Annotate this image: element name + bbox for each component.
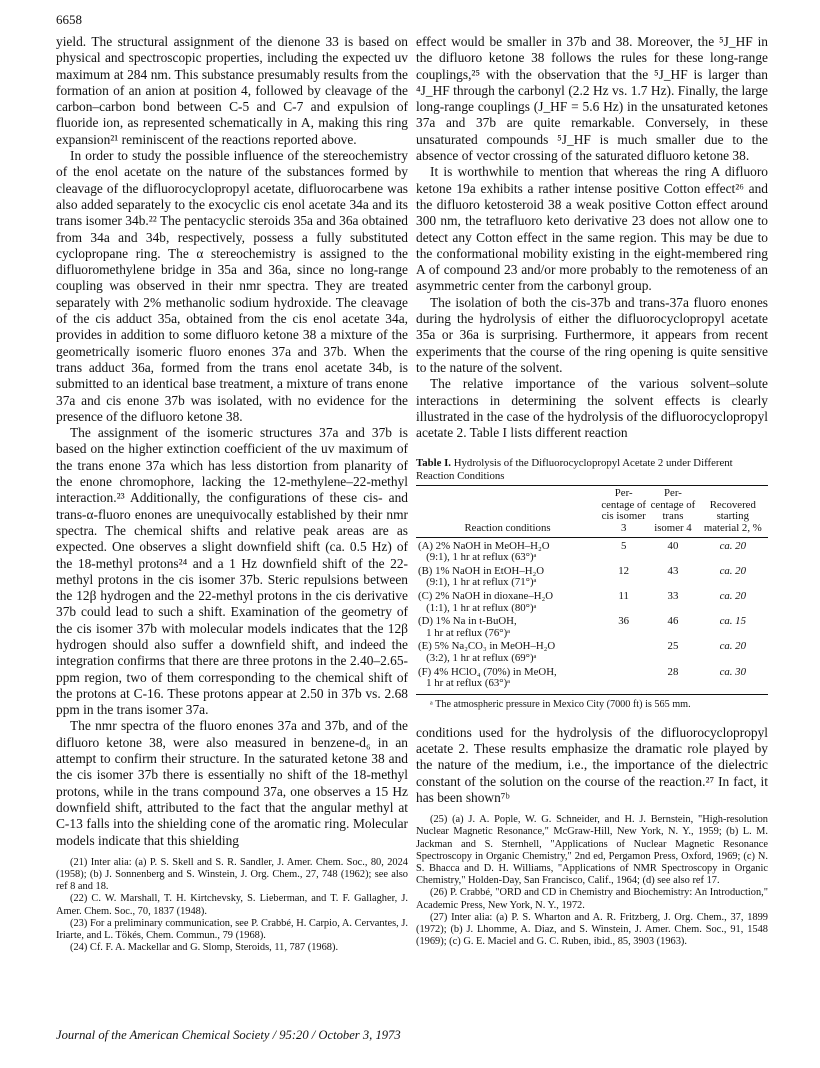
condition-line: (F) 4% HClO₄ (70%) in MeOH,	[418, 665, 557, 678]
header-conditions: Reaction conditions	[464, 522, 551, 535]
body-paragraph: The assignment of the isomeric structures 37a and 37b is based on the higher extinction coefficient of the uv maximum of the trans enone 37a which has less distortion from planarity of the enone chromophore, lacking the 12-methylene–22-methyl interaction.²³ Additionally, the configurations of these cis- and trans-α-fluoro enones are unequivocally established by their nmr spectra. The chemical shifts and relative peak areas are as expected. One observes a slight downfield shift (ca. 0.5 Hz) of the 18-methyl protons²⁴ and a 1 Hz downfield shift of the 22-methyl protons in the cis isomer 37b. Steric repulsions between the 12β hydrogen and the 22-methyl protons in the cis derivative 37b could lead to such a shift. Examination of the geometry of the cis isomer 37b with molecular models indicates that the 12β hydrogen should also suffer a downfield shift, and indeed the integration confirms that there are three protons in the 2.40–2.65-ppm region, two of them corresponding to the chemical shift of the protons at C-16. These protons appear at 2.50 in 37b vs. 2.68 ppm in the trans isomer 37a.	[56, 425, 408, 718]
cis-value	[599, 640, 648, 665]
table-caption-text: Hydrolysis of the Difluorocyclopropyl Acetate 2 under Different Reaction Conditions	[416, 457, 733, 482]
body-paragraph: The isolation of both the cis-37b and trans-37a fluoro enones during the hydrolysis of either the difluorocyclopropyl acetate 35a or 36a is surprising. Furthermore, it appears from recent experiments that the course of the ring opening is quite sensitive to the nature of the solvent.	[416, 294, 768, 375]
reference-22: (22) C. W. Marshall, T. H. Kirtchevsky, S. Lieberman, and T. F. Gallagher, J. Amer. Chem. Soc., 70, 1837 (1948).	[56, 893, 408, 917]
reference-24: (24) Cf. F. A. Mackellar and G. Slomp, Steroids, 11, 787 (1968).	[70, 942, 339, 954]
header-cis: Per-centage of cis isomer 3	[601, 487, 647, 535]
table-1	[416, 457, 768, 710]
table-row	[416, 540, 768, 565]
footnote-references	[56, 857, 408, 955]
journal-footer: Journal of the American Chemical Society / 95:20 / October 3, 1973	[56, 1028, 401, 1042]
recovered-value: ca. 20	[719, 640, 746, 653]
trans-value: 43	[667, 564, 679, 577]
reference-25: (25) (a) J. A. Pople, W. G. Schneider, and H. J. Bernstein, "High-resolution Nuclear Magnetic Resonance," McGraw-Hill, New York, N. Y., 1959; (b) L. M. Jackman and S. Sternhell, "Applications of Nuclear Magnetic Resonance Spectroscopy in Organic Chemistry," 2nd ed, Pergamon Press, Oxford, 1969; (c) N. S. Bhacca and D. H. Williams, "Applications of NMR Spectroscopy in Organic Chemistry," Holden-Day, San Francisco, Calif., 1964; (d) see also ref 17.	[416, 814, 768, 887]
body-paragraph: effect would be smaller in 37b and 38. Moreover, the ⁵J_HF in the difluoro ketone 38 follows the rules for these long-range couplings,²⁵ with the observation that the ⁵J_HF is larger than ⁴J_HF through the carbonyl (2.2 Hz vs. 1.7 Hz). Finally, the large long-range couplings (J_HF = 5.6 Hz) in the unsaturated ketones 37a and 37b are quite remarkable. Conversely, in these unsaturated compounds ⁵J_HF is much smaller due to the absence of vector crossing of the saturated difluoro ketone 38.	[416, 34, 768, 164]
condition-line: (A) 2% NaOH in MeOH–H₂O	[418, 539, 550, 552]
table-caption	[416, 457, 768, 482]
condition-line: 1 hr at reflux (76°)ᵃ	[426, 626, 511, 639]
reference-23: (23) For a preliminary communication, see P. Crabbé, H. Carpio, A. Cervantes, J. Iriarte, and L. Tökés, Chem. Commun., 79 (1968).	[56, 917, 408, 942]
body-paragraph: The relative importance of the various solvent–solute interactions in determining the solvent effects is clearly illustrated in the case of the hydrolysis of the difluorocyclopropyl acetate 2. Table I lists different reaction	[416, 376, 768, 441]
cis-value: 36	[618, 615, 630, 628]
condition-line: (1:1), 1 hr at reflux (80°)ᵃ	[426, 601, 537, 614]
condition-line: (D) 1% Na in t-BuOH,	[418, 615, 517, 628]
condition-line: (9:1), 1 hr at reflux (71°)ᵃ	[426, 576, 537, 589]
trans-value: 28	[667, 665, 679, 678]
table-row	[416, 590, 768, 615]
reference-26: (26) P. Crabbé, "ORD and CD in Chemistry and Biochemistry: An Introduction," Academic Press, New York, N. Y., 1972.	[416, 887, 768, 911]
table-footnote: ᵃ The atmospheric pressure in Mexico City (7000 ft) is 565 mm.	[430, 698, 691, 710]
header-recovered: Recovered starting material 2, %	[703, 498, 762, 535]
trans-value: 33	[667, 589, 679, 602]
condition-line: 1 hr at reflux (63°)ᵃ	[426, 677, 511, 690]
table-caption-label: Table I.	[416, 457, 452, 470]
body-paragraph: conditions used for the hydrolysis of the difluorocyclopropyl acetate 2. These results emphasize the dramatic role played by the nature of the medium, i.e., the importance of the dielectric constant of the solution on the course of the reaction.²⁷ In fact, it has been shown⁷ᵇ	[416, 724, 768, 805]
condition-line: (E) 5% Na₂CO₃ in MeOH–H₂O	[418, 640, 556, 653]
trans-value: 46	[667, 615, 679, 628]
left-column	[56, 34, 408, 954]
page-number: 6658	[56, 12, 82, 27]
table-row	[416, 640, 768, 665]
recovered-value: ca. 20	[719, 564, 746, 577]
cis-value: 5	[620, 539, 627, 552]
recovered-value: ca. 20	[719, 539, 746, 552]
table-body	[416, 486, 768, 691]
table-row	[416, 565, 768, 590]
trans-value: 40	[667, 539, 679, 552]
body-paragraph: The nmr spectra of the fluoro enones 37a and 37b, and of the difluoro ketone 38, were also measured in benzene-d₆ in an attempt to confirm their structure. In the saturated ketone 38 and the cis isomer 37b there is essentially no shift of the 18-methyl protons, while in the trans compound 37a, one observes a 15 Hz downfield shift, attributed to the fact that the angular methyl at C-13 falls into the shielding cone of the aromatic ring. Molecular models indicate that this shielding	[56, 718, 408, 848]
right-column	[416, 34, 768, 948]
condition-line: (3:2), 1 hr at reflux (69°)ᵃ	[426, 651, 537, 664]
recovered-value: ca. 20	[719, 589, 746, 602]
body-paragraph: yield. The structural assignment of the dienone 33 is based on physical and spectroscopic properties, including the expected uv maximum at 284 nm. This substance presumably results from the formation of an anion at position 4, followed by cleavage of the carbon–carbon bond between C-5 and C-7 and expulsion of fluoride ion, as represented schematically in A, making this ring expansion²¹ reminiscent of the reactions reported above.	[56, 34, 408, 147]
body-paragraph: In order to study the possible influence of the stereochemistry of the enol acetate on the nature of the substances formed by cleavage of the difluorocyclopropyl acetate, difluorocarbene was also added separately to the exocyclic cis enol acetate 34a and its trans isomer 34b.²² The pentacyclic steroids 35a and 36a obtained from 34a and 34b, respectively, possess a fully substituted cyclopropane ring. The α stereochemistry is assigned to the difluoromethylene bridge in 35a and 36a, since no long-range coupling was observed in their nmr spectra. They are treated separately with 2% methanolic sodium hydroxide. The cleavage of the cis adduct 35a, obtained from the cis enol acetate 34a, provides in addition to some difluoro ketone 38 a mixture of the geometrically isomeric fluoro enones 37a and 37b. When the trans adduct 36a, formed from the trans enol acetate 34b, is submitted to an identical base treatment, a mixture of trans enone 37a and cis enone 37b was isolated, with no evidence for the presence of the difluoro ketone 38.	[56, 148, 408, 424]
reference-21: (21) Inter alia: (a) P. S. Skell and S. R. Sandler, J. Amer. Chem. Soc., 80, 2024 (1958); (b) J. Sonnenberg and S. Winstein, J. Org. Chem., 27, 748 (1962); see also ref 8 and 18.	[56, 856, 408, 893]
table-row	[416, 615, 768, 640]
recovered-value: ca. 15	[719, 615, 746, 628]
table-row	[416, 666, 768, 691]
condition-line: (9:1), 1 hr at reflux (63°)ᵃ	[426, 551, 537, 564]
condition-line: (C) 2% NaOH in dioxane–H₂O	[418, 589, 554, 602]
body-paragraph: It is worthwhile to mention that whereas the ring A difluoro ketone 19a exhibits a rather intense positive Cotton effect²⁶ and the difluoro ketosteroid 38 a weak positive Cotton effect around 300 nm, the tetrafluoro keto derivative 23 does not allow one to detect any Cotton effect in the same region. This may be due to the conformational mobility existing in the eight-membered ring A of compound 23 and/or more probably to the remoteness of an asymmetric center from the carbonyl group.	[416, 164, 768, 294]
cis-value	[599, 666, 648, 691]
cis-value: 12	[618, 564, 630, 577]
header-trans: Per-centage of trans isomer 4	[650, 487, 696, 535]
cis-value: 11	[618, 589, 629, 602]
reference-27: (27) Inter alia: (a) P. S. Wharton and A. R. Fritzberg, J. Org. Chem., 37, 1899 (1972); (b) J. Lhomme, A. Diaz, and S. Winstein, J. Amer. Chem. Soc., 91, 1548 (1969); (c) G. E. Maciel and G. C. Ruben, ibid., 85, 3903 (1963).	[416, 911, 768, 948]
recovered-value: ca. 30	[719, 665, 746, 678]
condition-line: (B) 1% NaOH in EtOH–H₂O	[418, 564, 545, 577]
footnote-references	[416, 814, 768, 948]
trans-value: 25	[667, 640, 679, 653]
